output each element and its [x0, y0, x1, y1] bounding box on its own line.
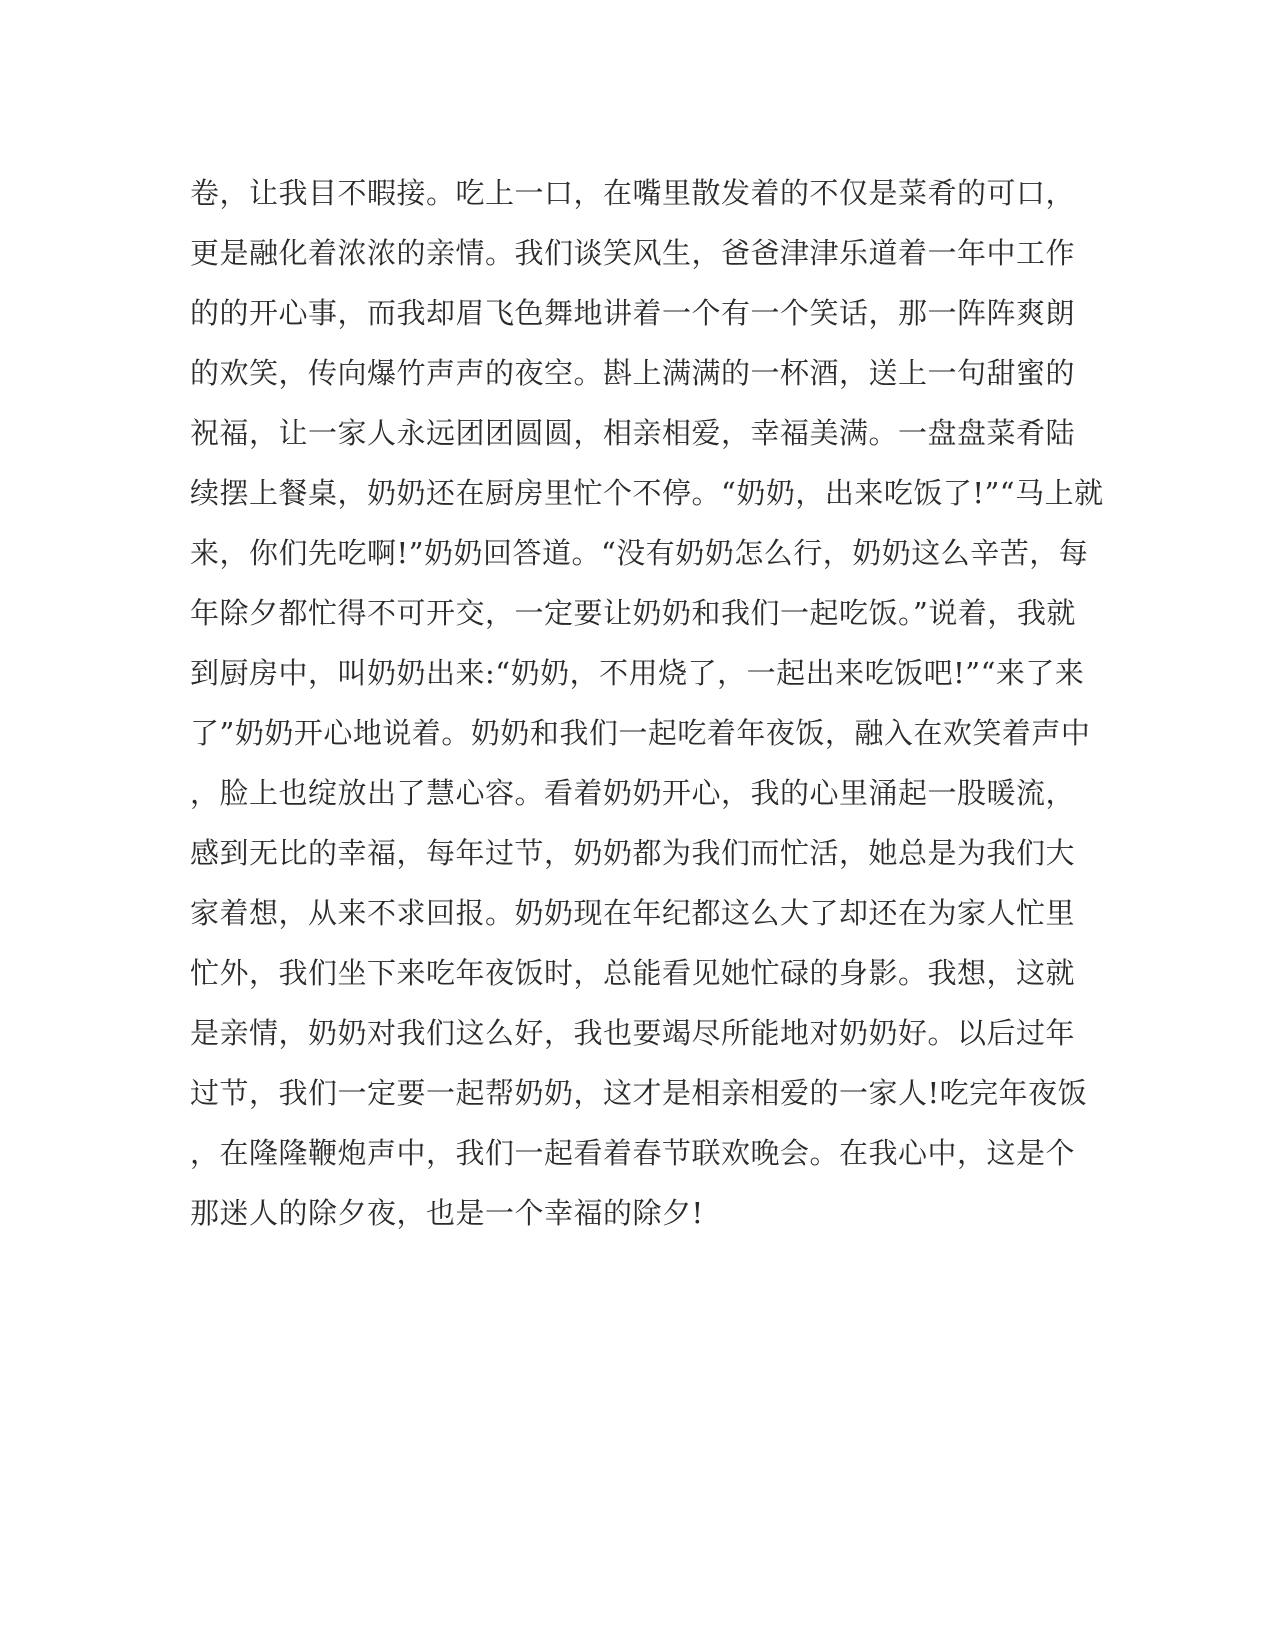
text-line: 到厨房中，叫奶奶出来:“奶奶，不用烧了，一起出来吃饭吧!”“来了来	[190, 656, 1085, 690]
text-line: 年除夕都忙得不可开交，一定要让奶奶和我们一起吃饭。”说着，我就	[190, 596, 1076, 630]
text-line: 来，你们先吃啊!”奶奶回答道。“没有奶奶怎么行，奶奶这么辛苦，每	[190, 536, 1089, 570]
text-line: ，脸上也绽放出了慧心容。看着奶奶开心，我的心里涌起一股暖流，	[190, 776, 1076, 810]
text-line: 的欢笑，传向爆竹声声的夜空。斟上满满的一杯酒，送上一句甜蜜的	[190, 356, 1076, 390]
text-line: 忙外，我们坐下来吃年夜饭时，总能看见她忙碌的身影。我想，这就	[190, 956, 1076, 990]
text-line: 卷，让我目不暇接。吃上一口，在嘴里散发着的不仅是菜肴的可口，	[190, 176, 1076, 210]
text-line: 那迷人的除夕夜，也是一个幸福的除夕!	[190, 1196, 704, 1230]
text-line: 更是融化着浓浓的亲情。我们谈笑风生，爸爸津津乐道着一年中工作	[190, 236, 1076, 270]
text-line: 感到无比的幸福，每年过节，奶奶都为我们而忙活，她总是为我们大	[190, 836, 1076, 870]
text-line: ，在隆隆鞭炮声中，我们一起看着春节联欢晚会。在我心中，这是个	[190, 1136, 1076, 1170]
text-line: 过节，我们一定要一起帮奶奶，这才是相亲相爱的一家人!吃完年夜饭	[190, 1076, 1088, 1110]
text-line: 祝福，让一家人永远团团圆圆，相亲相爱，幸福美满。一盘盘菜肴陆	[190, 416, 1076, 450]
body-text	[190, 163, 1104, 1243]
text-line: 续摆上餐桌，奶奶还在厨房里忙个不停。“奶奶，出来吃饭了!”“马上就	[190, 476, 1104, 510]
text-line: 是亲情，奶奶对我们这么好，我也要竭尽所能地对奶奶好。以后过年	[190, 1016, 1076, 1050]
text-line: 了”奶奶开心地说着。奶奶和我们一起吃着年夜饭，融入在欢笑着声中	[190, 716, 1091, 750]
text-line: 家着想，从来不求回报。奶奶现在年纪都这么大了却还在为家人忙里	[190, 896, 1076, 930]
text-line: 的的开心事，而我却眉飞色舞地讲着一个有一个笑话，那一阵阵爽朗	[190, 296, 1076, 330]
